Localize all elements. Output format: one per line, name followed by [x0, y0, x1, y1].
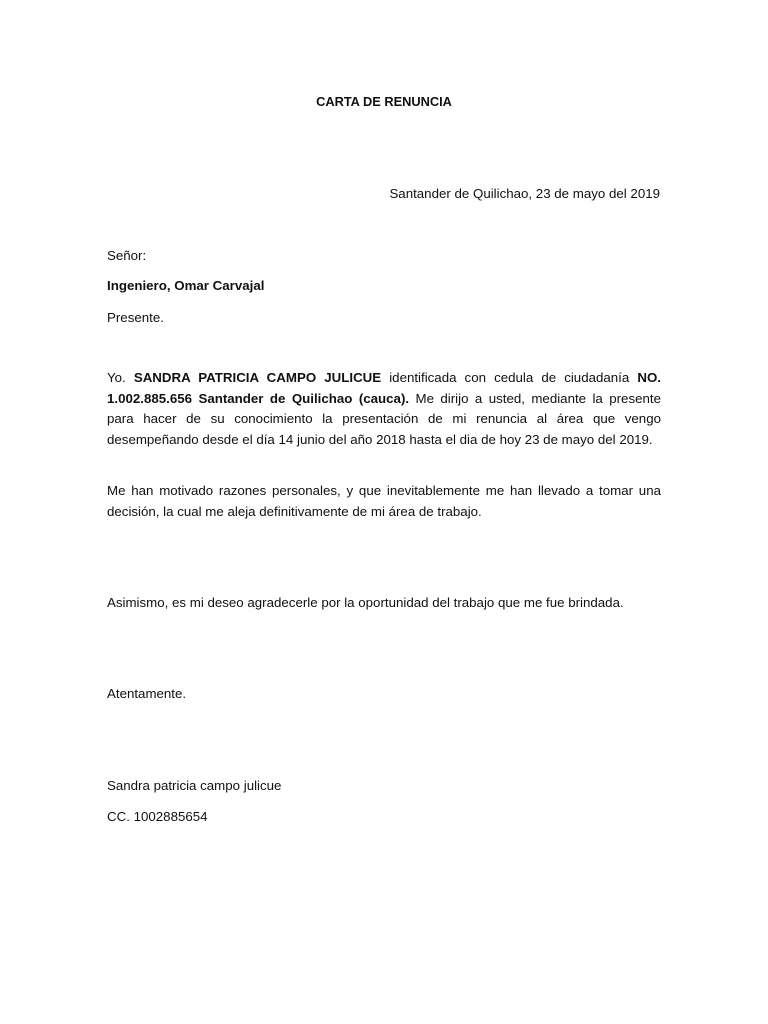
p1-intro: Yo.: [107, 370, 126, 385]
letter-title: CARTA DE RENUNCIA: [316, 94, 452, 109]
recipient: Ingeniero, Omar Carvajal: [107, 278, 265, 293]
presente-line: Presente.: [107, 310, 164, 325]
body-paragraph-2: Me han motivado razones personales, y que inevitablemente me han llevado a tomar una decisión, la cual me aleja definitivamente de mi área de trabajo.: [107, 483, 661, 519]
p1-id: NO. 1.002.885.656 Santander de Quilichao (cauca).: [107, 370, 661, 406]
closing: Atentamente.: [107, 686, 187, 701]
p1-text1: identificada con cedula de ciudadanía: [389, 370, 630, 385]
body-paragraph-1: [107, 368, 661, 450]
signature-id: CC. 1002885654: [107, 809, 208, 824]
signature-name: Sandra patricia campo julicue: [107, 778, 282, 793]
body-paragraph-3: Asimismo, es mi deseo agradecerle por la oportunidad del trabajo que me fue brindada.: [107, 595, 624, 610]
p1-text2: Me dirijo a usted, mediante la presente para hacer de su conocimiento la presentación de mi renuncia al área que vengo desempeñando desde el día 14 junio del año 2018 hasta el dia de hoy 23 de mayo del 2019.: [107, 390, 661, 447]
p1-name: SANDRA PATRICIA CAMPO JULICUE: [133, 370, 382, 385]
salutation: Señor:: [107, 248, 147, 263]
place-date: Santander de Quilichao, 23 de mayo del 2019: [389, 186, 660, 201]
